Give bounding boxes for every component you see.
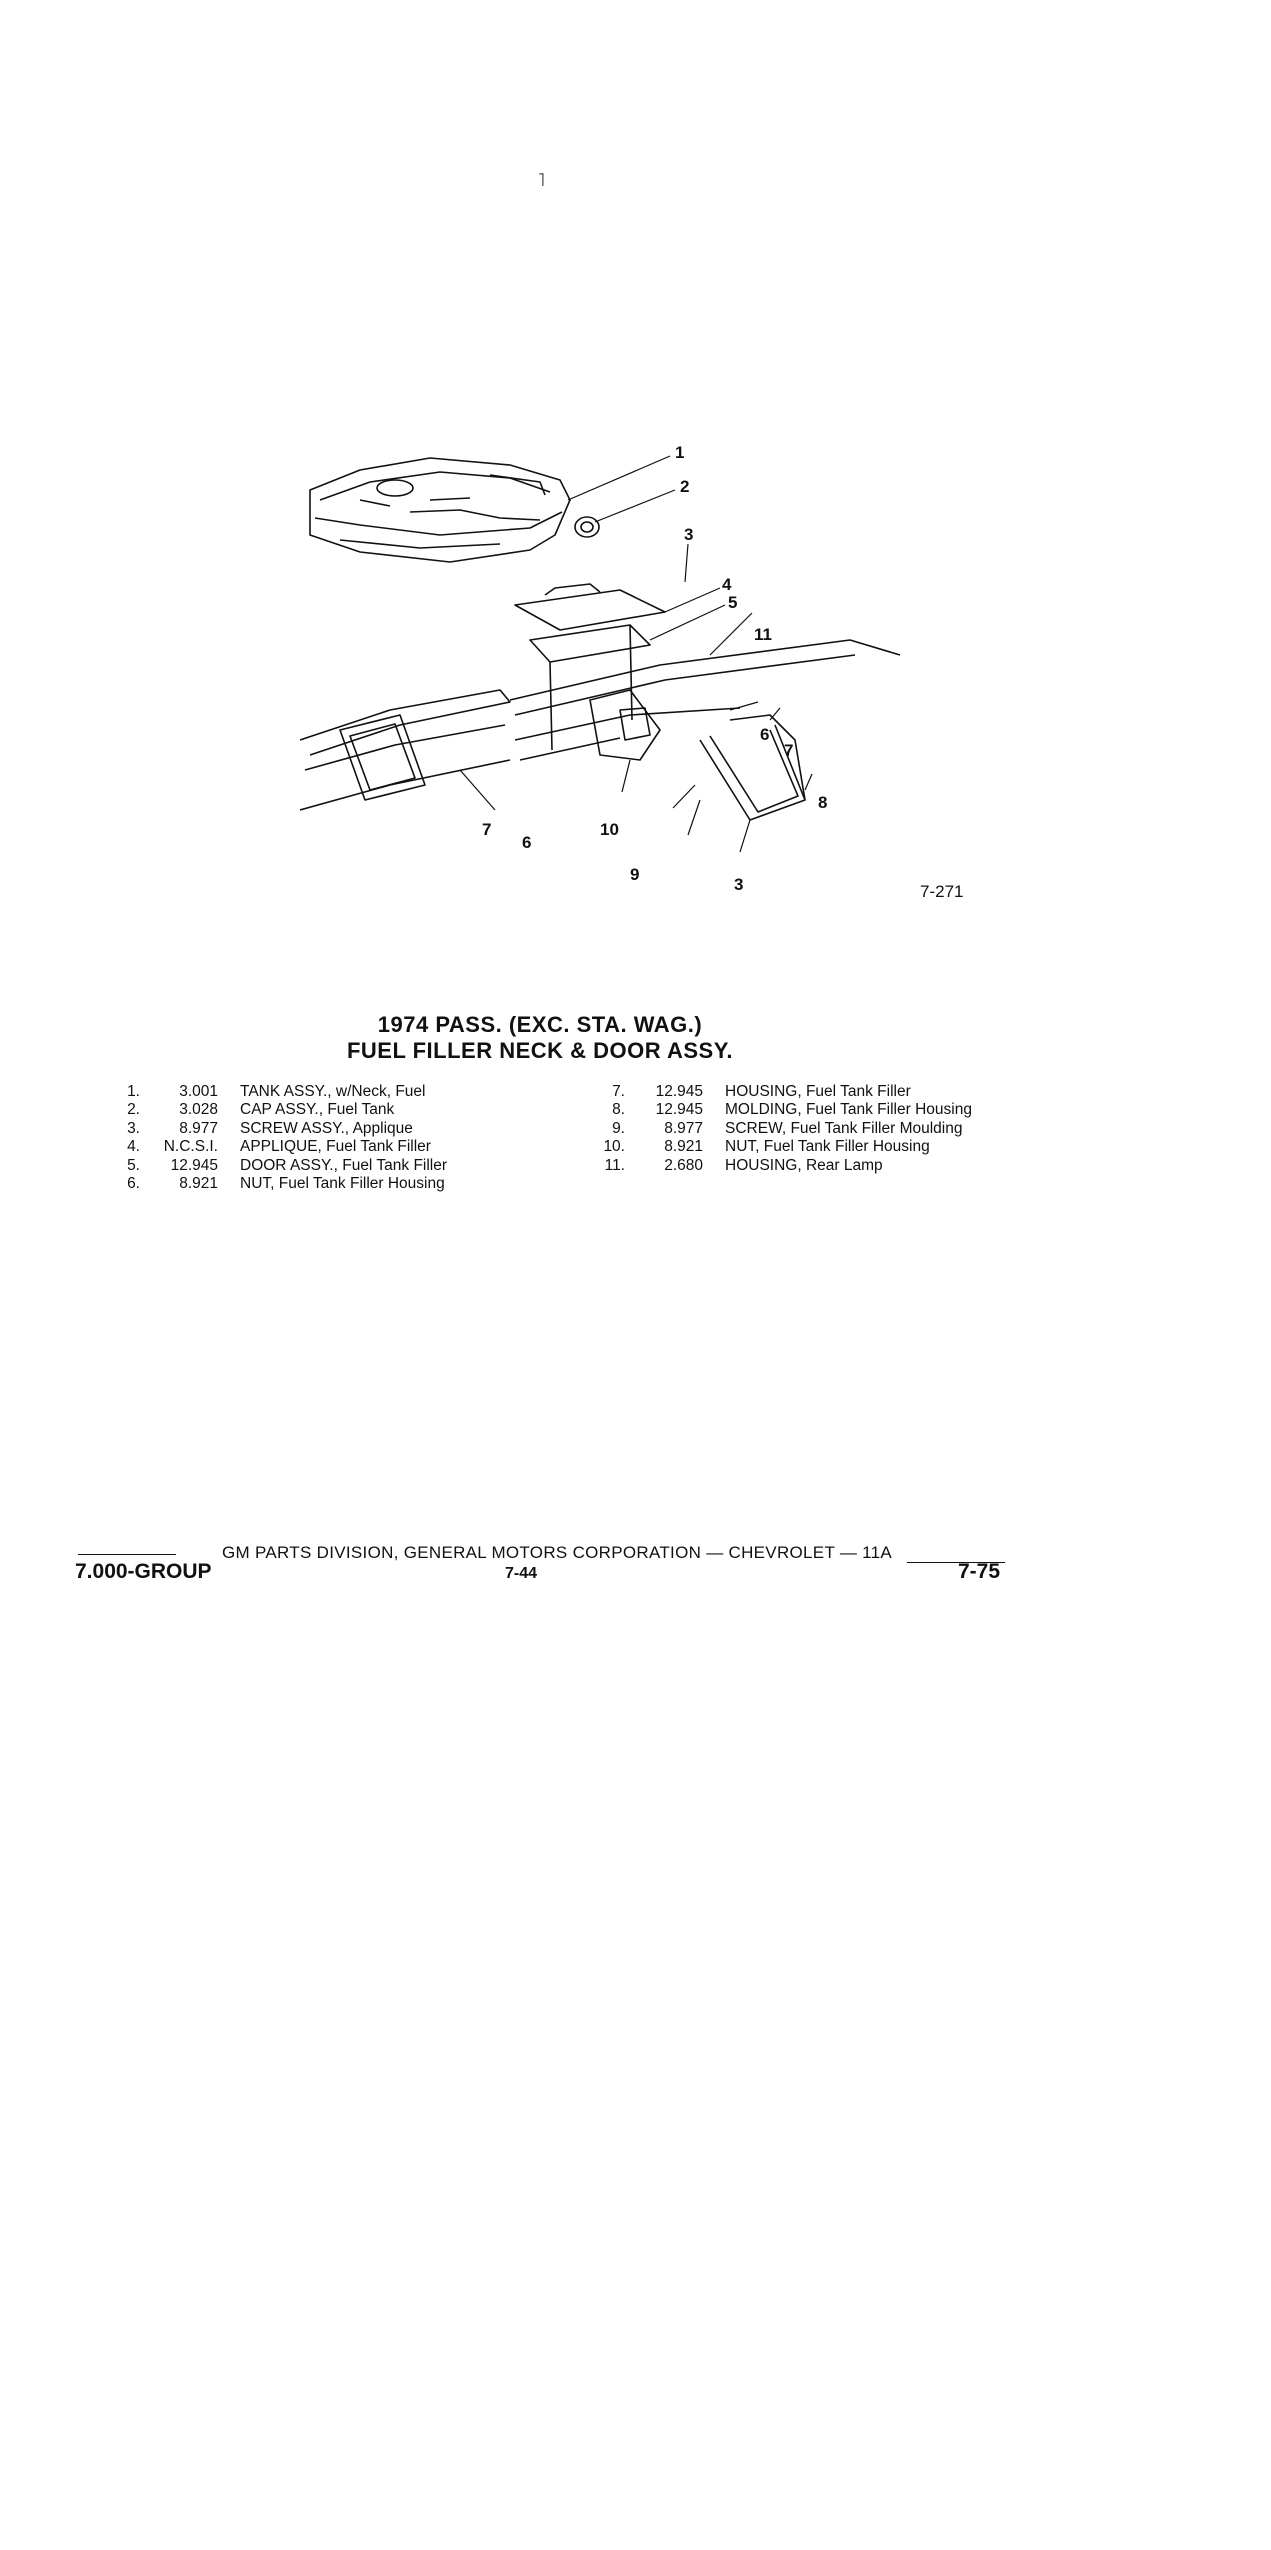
- callout-4: 4: [722, 575, 732, 594]
- page-title-line-1: 1974 PASS. (EXC. STA. WAG.): [377, 1012, 703, 1037]
- part-group: 3.001: [179, 1083, 218, 1100]
- part-number: 4.: [127, 1138, 140, 1156]
- part-row: [100, 1175, 447, 1193]
- part-row: [585, 1101, 972, 1119]
- part-number: 5.: [127, 1156, 140, 1174]
- part-description: NUT, Fuel Tank Filler Housing: [725, 1138, 930, 1156]
- footer-division-line: GM PARTS DIVISION, GENERAL MOTORS CORPORATION — CHEVROLET — 11A: [222, 1543, 893, 1562]
- part-number: 6.: [127, 1175, 140, 1193]
- fuel-cap-drawing: [575, 517, 599, 537]
- part-row: [100, 1138, 447, 1156]
- part-group: 3.028: [179, 1101, 218, 1119]
- part-group: 12.945: [655, 1083, 703, 1100]
- part-group: N.C.S.I.: [163, 1138, 218, 1156]
- part-group: 8.977: [179, 1119, 218, 1137]
- part-number: 1.: [127, 1083, 140, 1100]
- callout-6-left: 6: [522, 833, 532, 852]
- part-number: 11.: [604, 1156, 625, 1174]
- filler-door-drawing: [515, 584, 665, 750]
- footer-group-label: 7.000-GROUP: [75, 1560, 212, 1583]
- part-number: 8.: [612, 1101, 625, 1119]
- part-group: 12.945: [655, 1101, 703, 1119]
- parts-list-left: [100, 1083, 447, 1193]
- part-row: [100, 1157, 447, 1175]
- part-group: 12.945: [170, 1156, 218, 1174]
- part-number: 10.: [603, 1138, 625, 1156]
- part-number: 3.: [127, 1119, 140, 1137]
- callout-6-right: 6: [760, 725, 770, 744]
- fuel-tank-drawing: [310, 458, 570, 562]
- part-description: CAP ASSY., Fuel Tank: [240, 1101, 395, 1119]
- callout-11: 11: [754, 625, 772, 644]
- part-group: 8.977: [664, 1119, 703, 1137]
- top-mark: ˥: [538, 170, 545, 190]
- callout-8: 8: [818, 793, 828, 812]
- part-number: 7.: [612, 1083, 625, 1100]
- callout-5: 5: [728, 593, 738, 612]
- callout-7-right: 7: [784, 741, 794, 760]
- part-description: DOOR ASSY., Fuel Tank Filler: [240, 1156, 448, 1174]
- callout-9: 9: [630, 865, 640, 884]
- callout-2: 2: [680, 477, 690, 496]
- part-group: 8.921: [664, 1138, 703, 1156]
- footer-right-page: 7-75: [958, 1560, 1001, 1583]
- part-description: TANK ASSY., w/Neck, Fuel: [240, 1083, 426, 1100]
- figure-number: 7-271: [920, 882, 964, 901]
- body-panel-drawing: [510, 640, 900, 760]
- part-row: [585, 1120, 972, 1138]
- part-description: SCREW, Fuel Tank Filler Moulding: [725, 1119, 963, 1137]
- page-title-line-2: FUEL FILLER NECK & DOOR ASSY.: [346, 1038, 734, 1063]
- housing-molding-drawing: [700, 715, 805, 820]
- part-description: APPLIQUE, Fuel Tank Filler: [240, 1138, 431, 1156]
- part-group: 2.680: [664, 1156, 703, 1174]
- part-row: [100, 1083, 447, 1101]
- part-description: NUT, Fuel Tank Filler Housing: [240, 1175, 445, 1193]
- callout-10: 10: [600, 820, 619, 839]
- callout-1: 1: [675, 443, 685, 462]
- callout-7-left: 7: [482, 820, 492, 839]
- callout-3-top: 3: [684, 525, 694, 544]
- parts-list-right: [585, 1083, 972, 1175]
- callout-leader-lines: [460, 456, 812, 852]
- part-row: [585, 1157, 972, 1175]
- part-description: SCREW ASSY., Applique: [240, 1119, 413, 1137]
- part-row: [585, 1138, 972, 1156]
- part-group: 8.921: [179, 1175, 218, 1193]
- exploded-parts-diagram: [300, 440, 1000, 900]
- part-row: [100, 1120, 447, 1138]
- part-number: 2.: [127, 1101, 140, 1119]
- part-row: [100, 1101, 447, 1119]
- callout-3-bottom: 3: [734, 875, 744, 894]
- part-description: HOUSING, Fuel Tank Filler: [725, 1083, 911, 1100]
- footer-rule-left: [78, 1554, 176, 1555]
- footer-center-page: 7-44: [505, 1565, 538, 1582]
- part-description: MOLDING, Fuel Tank Filler Housing: [725, 1101, 972, 1119]
- part-row: [585, 1083, 972, 1101]
- part-description: HOUSING, Rear Lamp: [725, 1156, 883, 1174]
- part-number: 9.: [612, 1119, 625, 1137]
